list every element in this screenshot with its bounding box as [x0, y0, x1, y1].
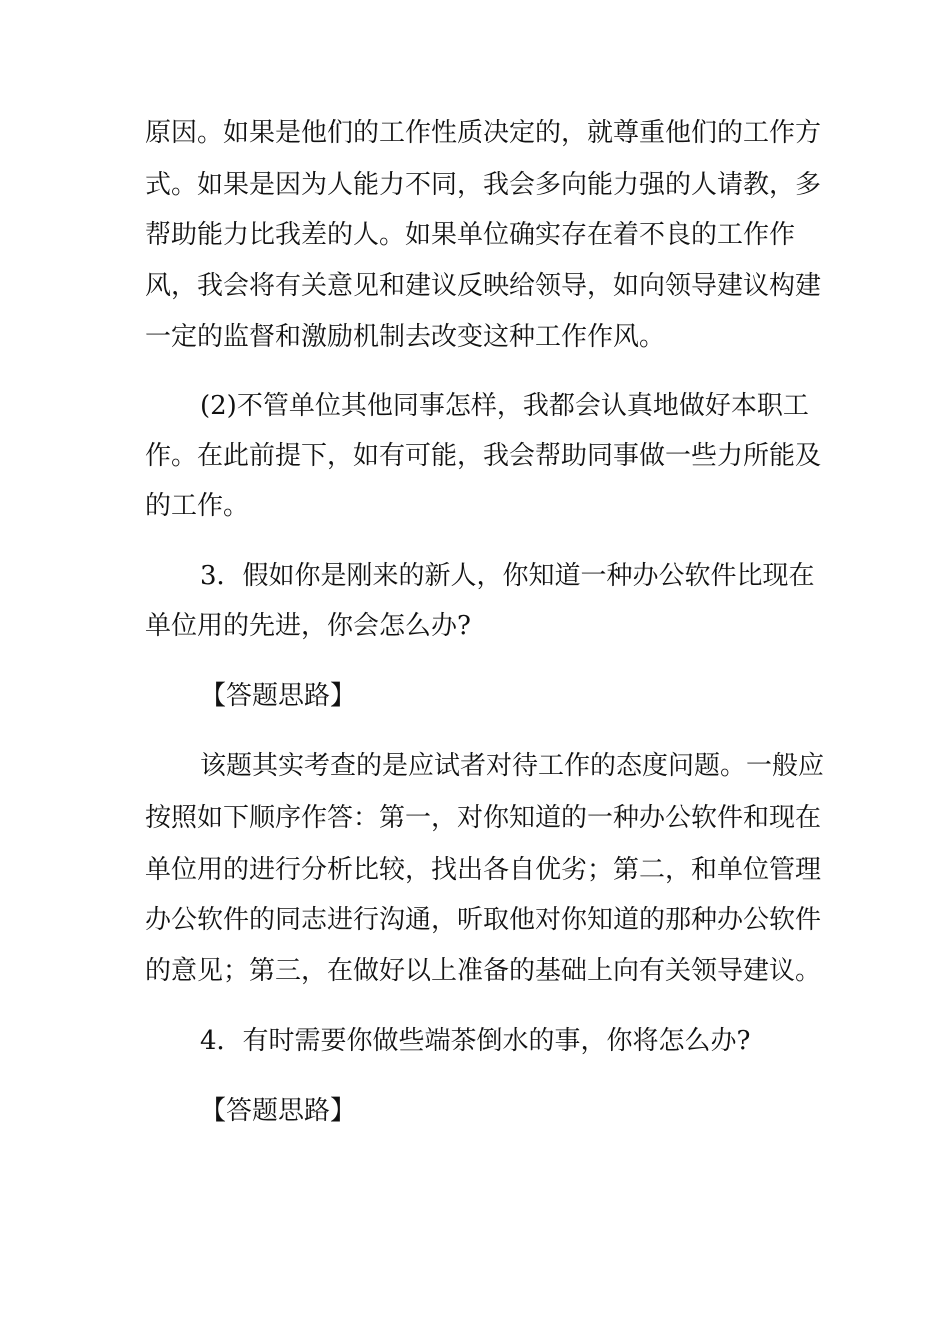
paragraph-line: 该题其实考查的是应试者对待工作的态度问题。一般应 — [200, 751, 825, 781]
paragraph-line: 办公软件的同志进行沟通，听取他对你知道的那种办公软件 — [145, 905, 822, 935]
paragraph-line: 一定的监督和激励机制去改变这种工作作风。 — [145, 322, 666, 352]
paragraph-line: 单位用的进行分析比较，找出各自优劣；第二，和单位管理 — [145, 855, 822, 885]
question-line: 3．假如你是刚来的新人，你知道一种办公软件比现在 — [200, 561, 815, 591]
answer-heading: 【答题思路】 — [200, 1096, 357, 1126]
paragraph-line: 帮助能力比我差的人。如果单位确实存在着不良的工作作 — [145, 220, 796, 250]
paragraph-line: (2)不管单位其他同事怎样，我都会认真地做好本职工 — [200, 391, 809, 421]
paragraph-line: 的意见；第三，在做好以上准备的基础上向有关领导建议。 — [145, 956, 822, 986]
paragraph-line: 原因。如果是他们的工作性质决定的，就尊重他们的工作方 — [145, 118, 822, 148]
paragraph-line: 风，我会将有关意见和建议反映给领导，如向领导建议构建 — [145, 271, 822, 301]
answer-heading: 【答题思路】 — [200, 681, 357, 711]
paragraph-line: 作。在此前提下，如有可能，我会帮助同事做一些力所能及 — [145, 441, 822, 471]
paragraph-line: 按照如下顺序作答：第一，对你知道的一种办公软件和现在 — [145, 803, 822, 833]
question-line: 4．有时需要你做些端茶倒水的事，你将怎么办? — [200, 1026, 751, 1056]
paragraph-line: 的工作。 — [145, 491, 250, 521]
paragraph-line: 式。如果是因为人能力不同，我会多向能力强的人请教，多 — [145, 170, 822, 200]
question-line: 单位用的先进，你会怎么办? — [145, 611, 471, 641]
